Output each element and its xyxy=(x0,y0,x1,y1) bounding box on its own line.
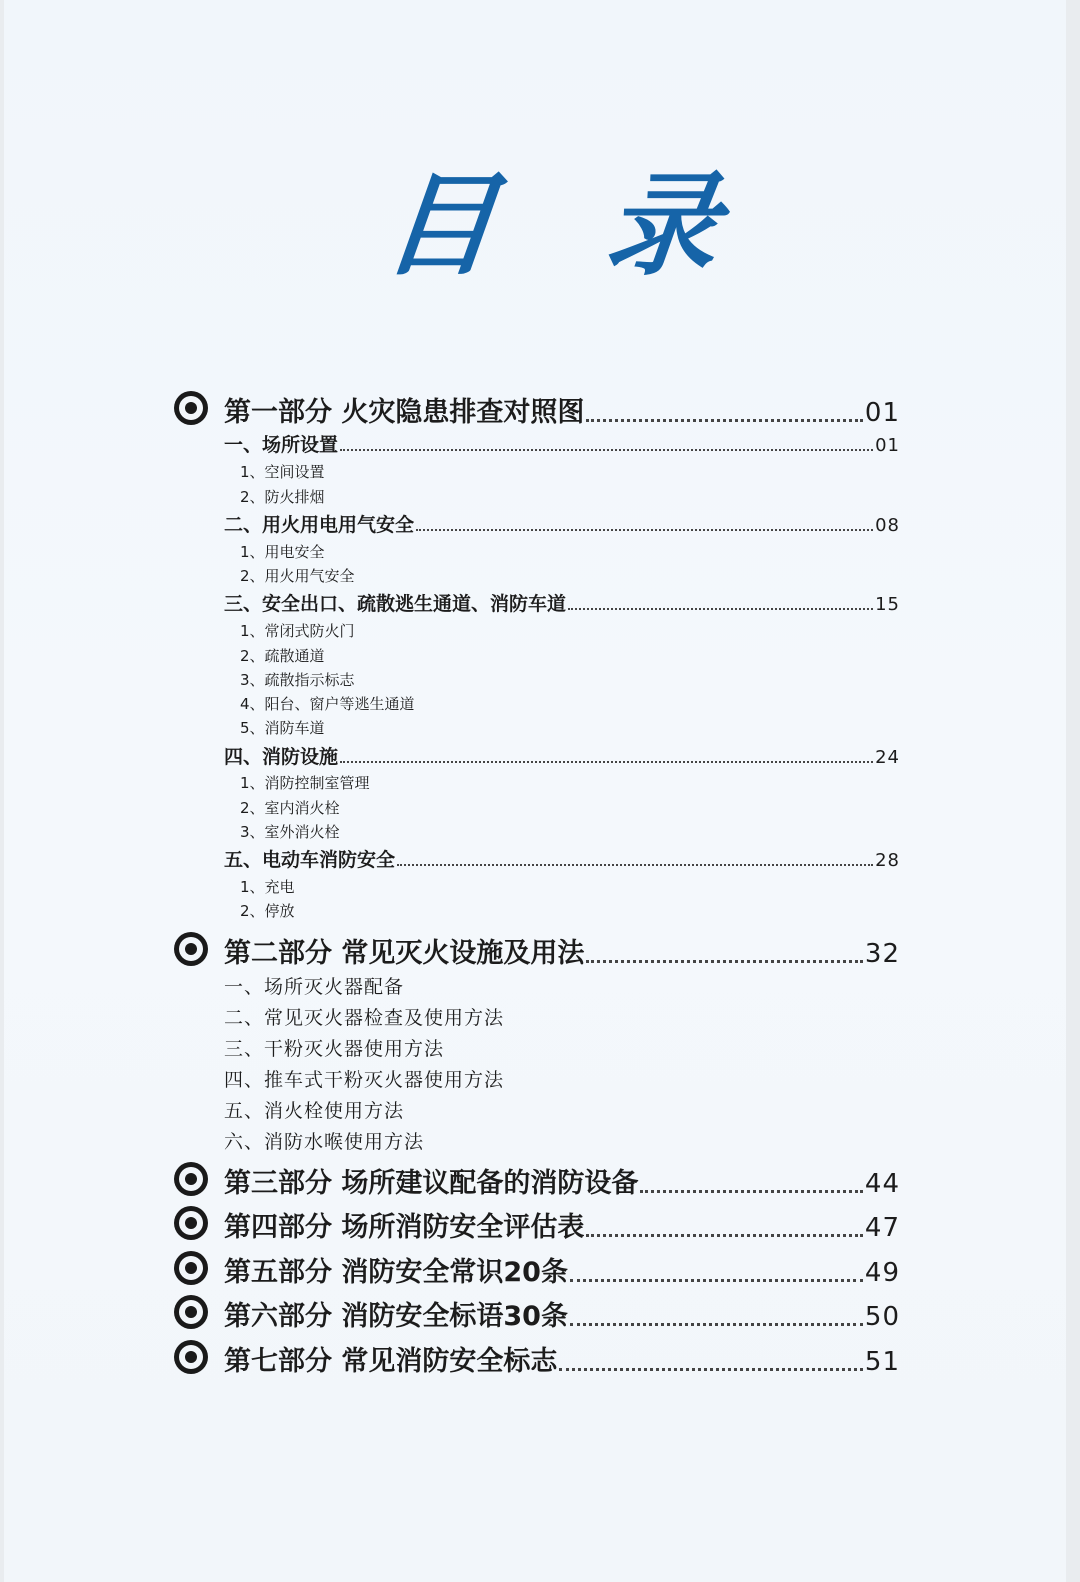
toc-part-6[interactable] xyxy=(170,1294,910,1333)
toc-subitem[interactable] xyxy=(170,645,910,666)
toc-section-label: 五、电动车消防安全 xyxy=(224,849,396,871)
toc-section-4[interactable] xyxy=(170,742,910,769)
toc-subitem-label: 2、疏散通道 xyxy=(240,647,325,665)
leader-dots xyxy=(340,449,873,451)
toc-item-label: 三、干粉灭火器使用方法 xyxy=(224,1038,445,1060)
toc-subitem[interactable] xyxy=(170,565,910,586)
toc-part-label: 第二部分 常见灭火设施及用法 xyxy=(224,938,585,969)
toc-subitem[interactable] xyxy=(170,693,910,714)
toc-subitem[interactable] xyxy=(170,461,910,482)
toc-page-number: 51 xyxy=(864,1347,900,1377)
leader-dots xyxy=(570,1323,863,1326)
toc-subitem-label: 1、空间设置 xyxy=(240,463,325,481)
toc-item[interactable] xyxy=(170,972,910,999)
toc-section-2[interactable] xyxy=(170,510,910,537)
toc-subitem-label: 4、阳台、窗户等逃生通道 xyxy=(240,695,415,713)
toc-page-number: 08 xyxy=(875,515,900,536)
page-title xyxy=(377,160,725,291)
toc-subitem-label: 1、充电 xyxy=(240,878,295,896)
toc-section-label: 三、安全出口、疏散逃生通道、消防车道 xyxy=(224,593,567,615)
toc-subitem[interactable] xyxy=(170,821,910,842)
toc-section-label: 二、用火用电用气安全 xyxy=(224,514,415,536)
toc-page-number: 50 xyxy=(864,1302,900,1332)
toc-item-label: 四、推车式干粉灭火器使用方法 xyxy=(224,1069,505,1091)
toc-part-label: 第三部分 场所建议配备的消防设备 xyxy=(224,1168,639,1199)
toc-subitem-label: 3、疏散指示标志 xyxy=(240,671,355,689)
toc-part-5[interactable] xyxy=(170,1250,910,1289)
title-char-1: 目 xyxy=(377,160,503,291)
toc-item[interactable] xyxy=(170,1065,910,1092)
toc-subitem-label: 1、常闭式防火门 xyxy=(240,622,355,640)
toc-item[interactable] xyxy=(170,1034,910,1061)
leader-dots xyxy=(586,419,863,422)
toc-item-label: 六、消防水喉使用方法 xyxy=(224,1131,425,1153)
toc-item[interactable] xyxy=(170,1127,910,1154)
leader-dots xyxy=(568,608,873,610)
toc-page-number: 01 xyxy=(864,398,900,428)
title-char-2: 录 xyxy=(599,160,725,291)
toc-page-number: 49 xyxy=(864,1258,900,1288)
toc-subitem[interactable] xyxy=(170,541,910,562)
toc-subitem-label: 2、防火排烟 xyxy=(240,488,325,506)
toc-section-5[interactable] xyxy=(170,845,910,872)
document-page xyxy=(4,0,1066,1582)
toc-page-number: 28 xyxy=(875,850,900,871)
toc-item-label: 二、常见灭火器检查及使用方法 xyxy=(224,1007,505,1029)
leader-dots xyxy=(586,960,863,963)
toc-subitem[interactable] xyxy=(170,486,910,507)
toc-subitem-label: 3、室外消火栓 xyxy=(240,823,340,841)
toc-subitem[interactable] xyxy=(170,876,910,897)
toc-section-3[interactable] xyxy=(170,589,910,616)
toc-subitem-label: 2、用火用气安全 xyxy=(240,567,355,585)
toc-subitem-label: 2、室内消火栓 xyxy=(240,799,340,817)
toc-item[interactable] xyxy=(170,1096,910,1123)
toc-part-7[interactable] xyxy=(170,1339,910,1378)
toc-page-number: 32 xyxy=(864,939,900,969)
leader-dots xyxy=(559,1368,863,1371)
toc-page-number: 01 xyxy=(875,435,900,456)
toc-subitem-label: 1、消防控制室管理 xyxy=(240,774,370,792)
toc-part-label: 第七部分 常见消防安全标志 xyxy=(224,1346,558,1377)
leader-dots xyxy=(340,761,873,763)
toc-subitem[interactable] xyxy=(170,797,910,818)
toc-part-label: 第六部分 消防安全标语30条 xyxy=(224,1301,568,1332)
leader-dots xyxy=(416,529,873,531)
toc-item-label: 五、消火栓使用方法 xyxy=(224,1100,405,1122)
toc-subitem-label: 5、消防车道 xyxy=(240,719,325,737)
toc-part-3[interactable] xyxy=(170,1161,910,1200)
toc-subitem-label: 1、用电安全 xyxy=(240,543,325,561)
toc-item-label: 一、场所灭火器配备 xyxy=(224,976,405,998)
toc-section-label: 一、场所设置 xyxy=(224,434,339,456)
toc-page-number: 24 xyxy=(875,747,900,768)
toc-part-1[interactable] xyxy=(170,390,910,429)
toc-subitem[interactable] xyxy=(170,772,910,793)
leader-dots xyxy=(397,864,873,866)
leader-dots xyxy=(586,1234,863,1237)
toc-part-label: 第四部分 场所消防安全评估表 xyxy=(224,1212,585,1243)
toc-page-number: 47 xyxy=(864,1213,900,1243)
leader-dots xyxy=(640,1190,863,1193)
toc-subitem[interactable] xyxy=(170,717,910,738)
toc-part-4[interactable] xyxy=(170,1205,910,1244)
toc-part-2[interactable] xyxy=(170,931,910,970)
toc-subitem[interactable] xyxy=(170,620,910,641)
toc-section-label: 四、消防设施 xyxy=(224,746,339,768)
toc-page-number: 44 xyxy=(864,1169,900,1199)
toc-part-label: 第五部分 消防安全常识20条 xyxy=(224,1257,568,1288)
toc-subitem-label: 2、停放 xyxy=(240,902,295,920)
toc-page-number: 15 xyxy=(875,594,900,615)
toc-item[interactable] xyxy=(170,1003,910,1030)
leader-dots xyxy=(570,1279,863,1282)
toc-part-label: 第一部分 火灾隐患排查对照图 xyxy=(224,397,585,428)
toc-subitem[interactable] xyxy=(170,900,910,921)
toc-subitem[interactable] xyxy=(170,669,910,690)
toc-section-1[interactable] xyxy=(170,430,910,457)
